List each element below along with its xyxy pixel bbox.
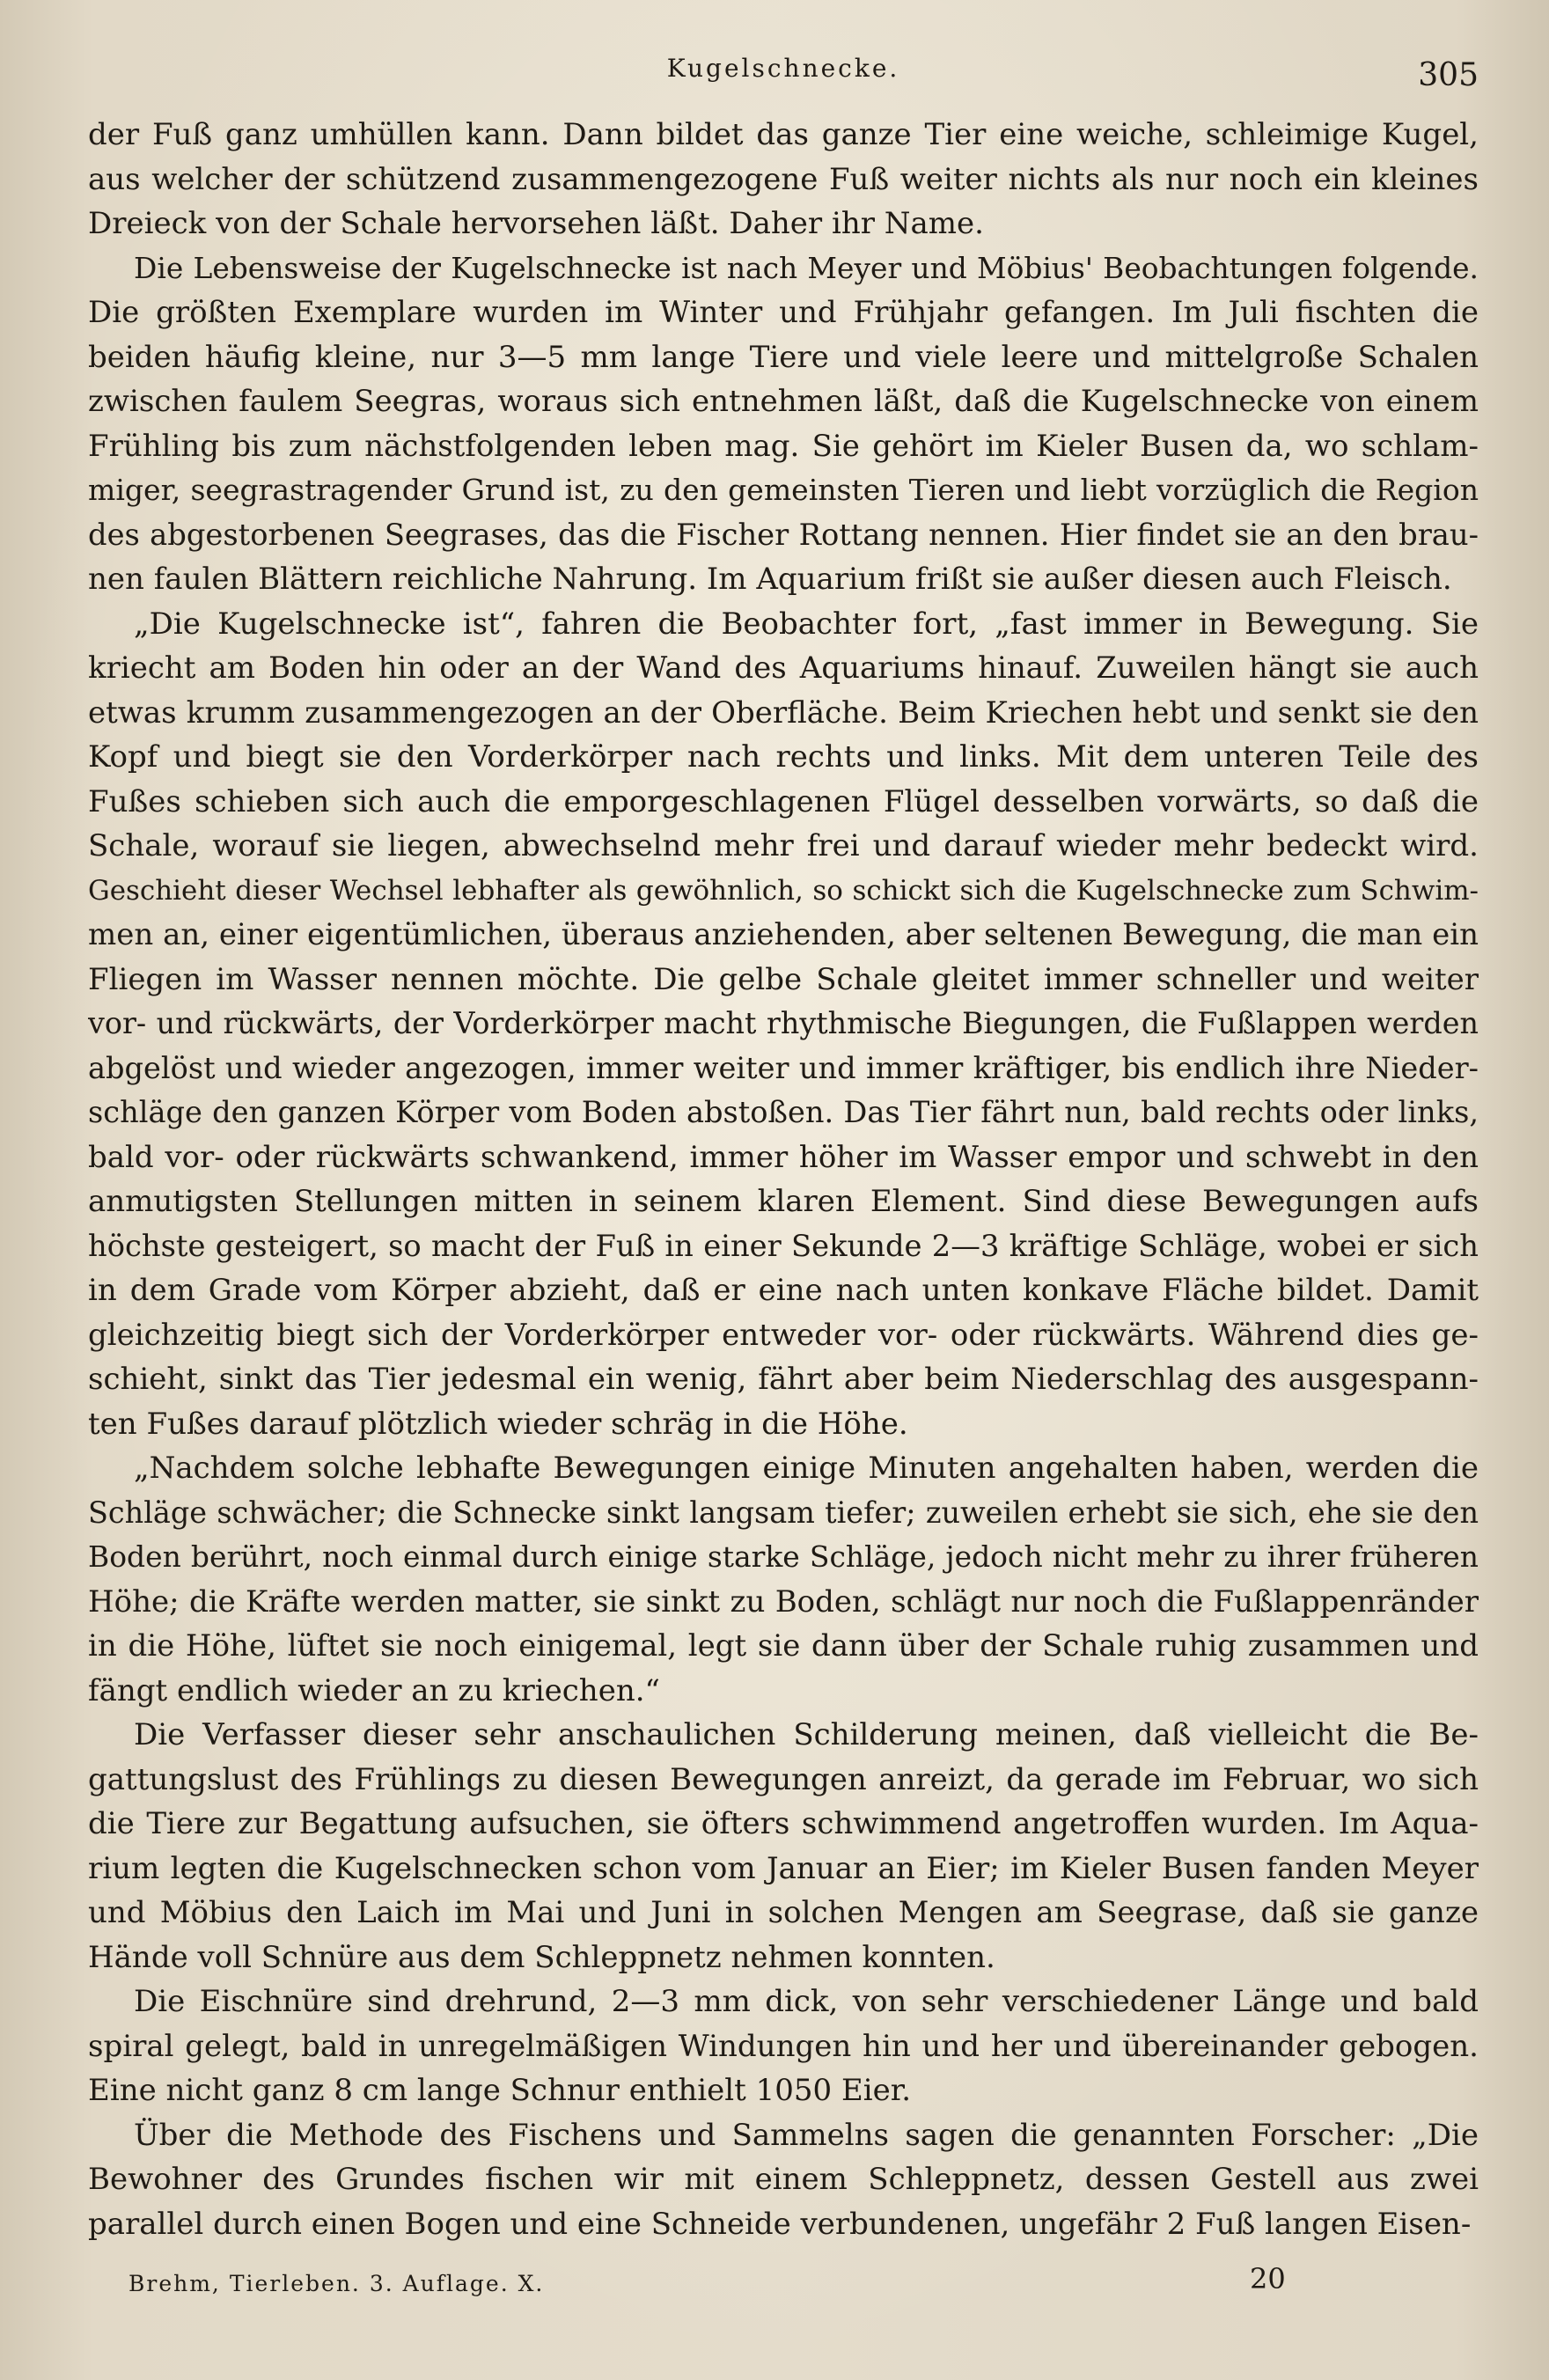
text-line: Die Lebensweise der Kugelschnecke ist nach Meyer und Möbius' Beobachtungen folgende.: [134, 251, 1479, 285]
text-line: zwischen faulem Seegras, woraus sich entnehmen läßt, daß die Kugelschnecke von einem: [88, 384, 1479, 419]
page-header: [88, 48, 1479, 92]
text-line: aus welcher der schützend zusammengezogene Fuß weiter nichts als nur noch ein kleines: [88, 161, 1479, 197]
text-line: miger, seegrastragender Grund ist, zu den gemeinsten Tieren und liebt vorzüglich die Region: [88, 473, 1479, 507]
text-line: parallel durch einen Bogen und eine Schneide verbundenen, ungefähr 2 Fuß langen Eisen-: [88, 2206, 1472, 2242]
text-line: gattungslust des Frühlings zu diesen Bewegungen anreizt, da gerade im Februar, wo sich: [88, 1761, 1479, 1797]
text-line: Hände voll Schnüre aus dem Schleppnetz nehmen konnten.: [88, 1939, 995, 1975]
text-line: kriecht am Boden hin oder an der Wand des Aquariums hinauf. Zuweilen hängt sie auch: [88, 650, 1479, 686]
text-line: rium legten die Kugelschnecken schon vom Januar an Eier; im Kieler Busen fanden Meyer: [88, 1850, 1479, 1886]
text-line: ten Fußes darauf plötzlich wieder schräg in die Höhe.: [88, 1406, 908, 1442]
text-line: gleichzeitig biegt sich der Vorderkörper entweder vor- oder rückwärts. Während dies ge-: [88, 1317, 1479, 1353]
text-line: höchste gesteigert, so macht der Fuß in einer Sekunde 2—3 kräftige Schläge, wobei er sich: [88, 1228, 1479, 1263]
text-line: bald vor- oder rückwärts schwankend, immer höher im Wasser empor und schwebt in den: [88, 1139, 1479, 1175]
text-line: Über die Methode des Fischens und Sammelns sagen die genannten Forscher: „Die: [134, 2117, 1479, 2153]
text-line: Eine nicht ganz 8 cm lange Schnur enthielt 1050 Eier.: [88, 2073, 912, 2108]
page-footer: [88, 2253, 1479, 2297]
text-line: Die Eischnüre sind drehrund, 2—3 mm dick, von sehr verschiedener Länge und bald: [134, 1984, 1479, 2019]
text-line: der Fuß ganz umhüllen kann. Dann bildet das ganze Tier eine weiche, schleimige Kugel,: [88, 117, 1479, 152]
text-line: in die Höhe, lüftet sie noch einigemal, legt sie dann über der Schale ruhig zusammen und: [88, 1628, 1479, 1664]
text-line: des abgestorbenen Seegrases, das die Fischer Rottang nennen. Hier findet sie an den brau-: [88, 517, 1479, 552]
text-line: Kopf und biegt sie den Vorderkörper nach rechts und links. Mit dem unteren Teile des: [88, 739, 1479, 775]
signature-number: 20: [1250, 2262, 1286, 2296]
text-line: Die Verfasser dieser sehr anschaulichen Schilderung meinen, daß vielleicht die Be-: [134, 1717, 1479, 1752]
text-line: die Tiere zur Begattung aufsuchen, sie öfters schwimmend angetroffen wurden. Im Aqua-: [88, 1806, 1479, 1841]
text-line: abgelöst und wieder angezogen, immer weiter und immer kräftiger, bis endlich ihre Nieder-: [88, 1050, 1479, 1085]
text-line: Höhe; die Kräfte werden matter, sie sinkt zu Boden, schlägt nur noch die Fußlappenränder: [88, 1583, 1479, 1620]
text-line: Bewohner des Grundes fischen wir mit einem Schleppnetz, dessen Gestell aus zwei: [88, 2162, 1479, 2197]
paragraph: [88, 602, 1479, 1447]
text-line: in dem Grade vom Körper abzieht, daß er eine nach unten konkave Fläche bildet. Damit: [88, 1273, 1479, 1308]
text-line: nen faulen Blättern reichliche Nahrung. Im Aquarium frißt sie außer diesen auch Fleisch.: [88, 562, 1452, 597]
paragraph: [88, 1713, 1479, 1980]
paragraph: [88, 1446, 1479, 1713]
page-number: 305: [1418, 57, 1479, 93]
text-line: Frühling bis zum nächstfolgenden leben mag. Sie gehört im Kieler Busen da, wo schlam-: [88, 428, 1479, 464]
text-line: Fußes schieben sich auch die emporgeschlagenen Flügel desselben vorwärts, so daß die: [88, 783, 1479, 819]
text-line: Dreieck von der Schale hervorsehen läßt. Daher ihr Name.: [88, 206, 984, 241]
text-line: fängt endlich wieder an zu kriechen.“: [88, 1672, 660, 1708]
text-line: vor- und rückwärts, der Vorderkörper macht rhythmische Biegungen, die Fußlappen werden: [88, 1006, 1479, 1040]
running-head: Kugelschnecke.: [666, 54, 900, 83]
text-line: Boden berührt, noch einmal durch einige starke Schläge, jedoch nicht mehr zu ihrer früheren: [88, 1539, 1479, 1574]
text-line: men an, einer eigentümlichen, überaus anziehenden, aber seltenen Bewegung, die man ein: [88, 917, 1479, 952]
text-line: und Möbius den Laich im Mai und Juni in solchen Mengen am Seegrase, daß sie ganze: [88, 1895, 1479, 1930]
paragraph: [88, 2113, 1479, 2247]
text-line: schläge den ganzen Körper vom Boden abstoßen. Das Tier fährt nun, bald rechts oder links,: [88, 1095, 1479, 1129]
text-line: anmutigsten Stellungen mitten in seinem klaren Element. Sind diese Bewegungen aufs: [88, 1184, 1479, 1219]
text-line: Die größten Exemplare wurden im Winter und Frühjahr gefangen. Im Juli fischten die: [88, 295, 1479, 330]
paragraph: [88, 113, 1479, 246]
text-line: Geschieht dieser Wechsel lebhafter als gewöhnlich, so schickt sich die Kugelschnecke zum Schwim-: [88, 874, 1479, 907]
text-line: „Nachdem solche lebhafte Bewegungen einige Minuten angehalten haben, werden die: [134, 1451, 1479, 1486]
paragraph: [88, 1980, 1479, 2113]
text-line: Schläge schwächer; die Schnecke sinkt langsam tiefer; zuweilen erhebt sie sich, ehe sie den: [88, 1495, 1479, 1530]
text-line: „Die Kugelschnecke ist“, fahren die Beobachter fort, „fast immer in Bewegung. Sie: [134, 606, 1479, 642]
text-line: Fliegen im Wasser nennen möchte. Die gelbe Schale gleitet immer schneller und weiter: [88, 961, 1479, 997]
text-line: beiden häufig kleine, nur 3—5 mm lange Tiere und viele leere und mittelgroße Schalen: [88, 339, 1479, 375]
text-line: spiral gelegt, bald in unregelmäßigen Windungen hin und her und übereinander gebogen.: [88, 2028, 1479, 2064]
body-text: [88, 113, 1479, 2246]
signature-note: Brehm, Tierleben. 3. Auflage. X.: [128, 2271, 545, 2296]
paragraph: [88, 246, 1479, 602]
text-line: Schale, worauf sie liegen, abwechselnd mehr frei und darauf wieder mehr bedeckt wird.: [88, 828, 1479, 863]
text-line: etwas krumm zusammengezogen an der Oberfläche. Beim Kriechen hebt und senkt sie den: [88, 694, 1479, 731]
text-line: schieht, sinkt das Tier jedesmal ein wenig, fährt aber beim Niederschlag des ausgespann-: [88, 1362, 1479, 1397]
